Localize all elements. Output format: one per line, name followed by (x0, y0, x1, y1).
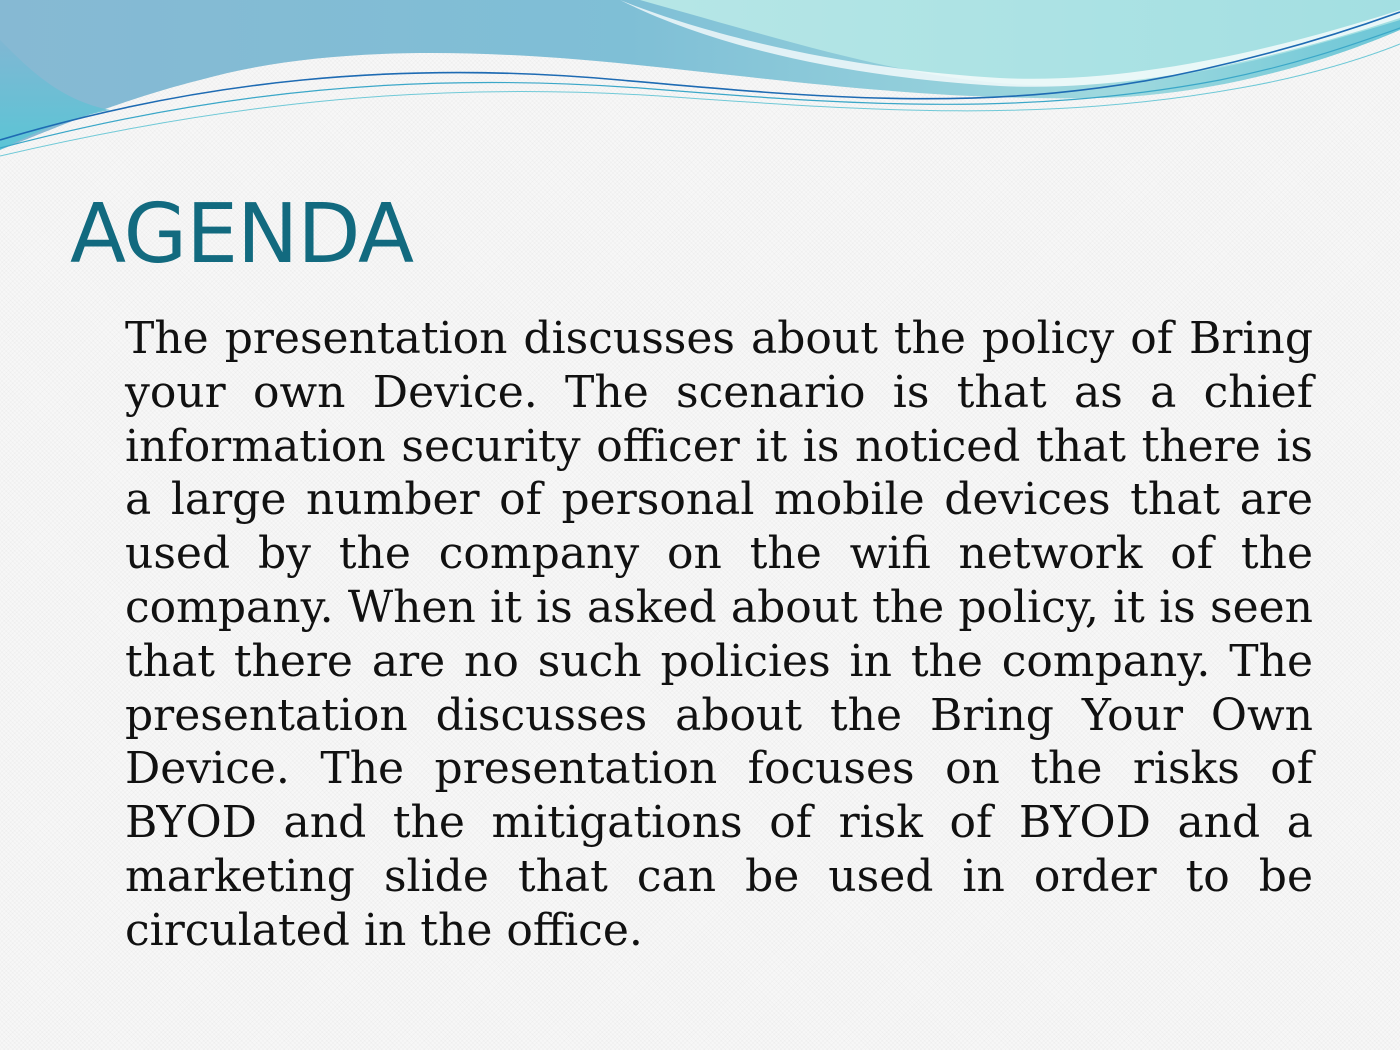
agenda-body-text: The presentation discusses about the policy of Bring your own Device. The scenario is that as a chief information security officer it is noticed that there is a large number of personal mobile devices that are used by the company on the wifi network of the company. When it is asked about the policy, it is seen that there are no such policies in the company. The presentation discusses about the Bring Your Own Device. The presentation focuses on the risks of BYOD and the mitigations of risk of BYOD and a marketing slide that can be used in order to be circulated in the office. (125, 313, 1313, 956)
header-wave-decoration (0, 0, 1400, 170)
slide-title: AGENDA (70, 187, 414, 282)
